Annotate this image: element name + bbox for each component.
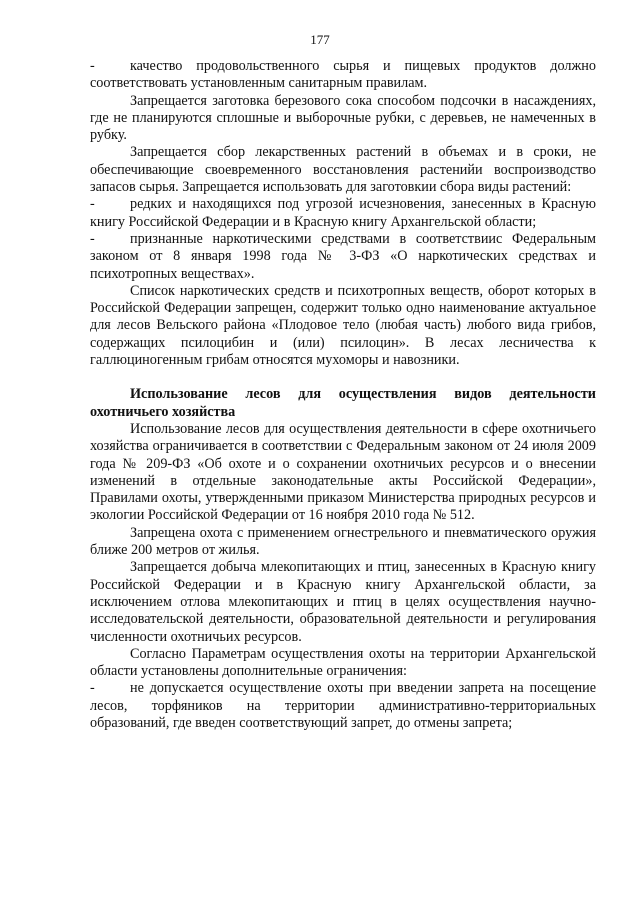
bullet-paragraph-narcotic — [90, 231, 596, 283]
bullet-paragraph-forest-ban — [90, 680, 596, 732]
paragraph-text: редких и находящихся под угрозой исчезновения, занесенных в Красную книгу Российской Федерации и в Красную книгу Архангельской области; — [90, 196, 596, 230]
dash-marker: - — [90, 58, 95, 74]
paragraph-medicinal-plants: Запрещается сбор лекарственных растений в объемах и в сроки, не обеспечивающие своевременного восстановления растенийи воспроизводство запасов сырья. Запрещается использовать для заготовкии сбора виды растений: — [90, 144, 596, 196]
section-gap — [90, 369, 596, 386]
paragraph-mammals-birds: Запрещается добыча млекопитающих и птиц, занесенных в Красную книгу Российской Федерации и в Красную книгу Архангельской области, за исключением отлова млекопитающих и птиц в целях осуществления научно-исследовательской деятельности, образовательной деятельности и регулирования численности охотничьих ресурсов. — [90, 559, 596, 645]
bullet-paragraph-food-quality — [90, 58, 596, 93]
dash-marker: - — [90, 196, 95, 213]
page-number: 177 — [310, 32, 330, 47]
document-body — [90, 58, 596, 732]
bullet-paragraph-red-book — [90, 196, 596, 231]
paragraph-hunting-law: Использование лесов для осуществления деятельности в сфере охотничьего хозяйства ограничивается в соответствии с Федеральным законом от 24 июля 2009 года № 209-ФЗ «Об охоте и о сохранении охотничьих ресурсов и о внесении изменений в отдельные законодательные акты Российской Федерации», Правилами охоты, утвержденными приказом Министерства природных ресурсов и экологии Российской Федерации от 16 ноября 2010 года № 512. — [90, 420, 596, 524]
paragraph-birch-sap: Запрещается заготовка березового сока способом подсочки в насаждениях, где не планируются сплошные и выборочные рубки, с деревьев, не намеченных в рубку. — [90, 92, 596, 144]
paragraph-text: признанные наркотическими средствами в соответствиис Федеральным законом от 8 января 1998 года № 3-ФЗ «О наркотических средствах и психотропных веществах». — [90, 230, 596, 282]
paragraph-firearms: Запрещена охота с применением огнестрельного и пневматического оружия ближе 200 метров от жилья. — [90, 524, 596, 559]
dash-marker: - — [90, 680, 95, 697]
dash-marker: - — [90, 230, 95, 247]
paragraph-text: не допускается осуществление охоты при введении запрета на посещение лесов, торфяников на территории административно-территориальных образований, где введен соответствующий запрет, до отмены запрета; — [90, 680, 596, 731]
paragraph-parameters: Согласно Параметрам осуществления охоты на территории Архангельской области установлены дополнительные ограничения: — [90, 645, 596, 680]
paragraph-narcotic-list: Список наркотических средств и психотропных веществ, оборот которых в Российской Федерации запрещен, содержит только одно наименование актуальное для лесов Вельского района «Плодовое тело (любая часть) любого вида грибов, содержащих псилоцибин и (или) псилоцин». В лесах лесничества к галлюциногенным грибам относятся мухоморы и навозники. — [90, 282, 596, 369]
section-heading-hunting: Использование лесов для осуществления видов деятельности охотничьего хозяйства — [90, 386, 596, 420]
paragraph-text: качество продовольственного сырья и пищевых продуктов должно соответствовать установленным санитарным правилам. — [90, 58, 596, 92]
